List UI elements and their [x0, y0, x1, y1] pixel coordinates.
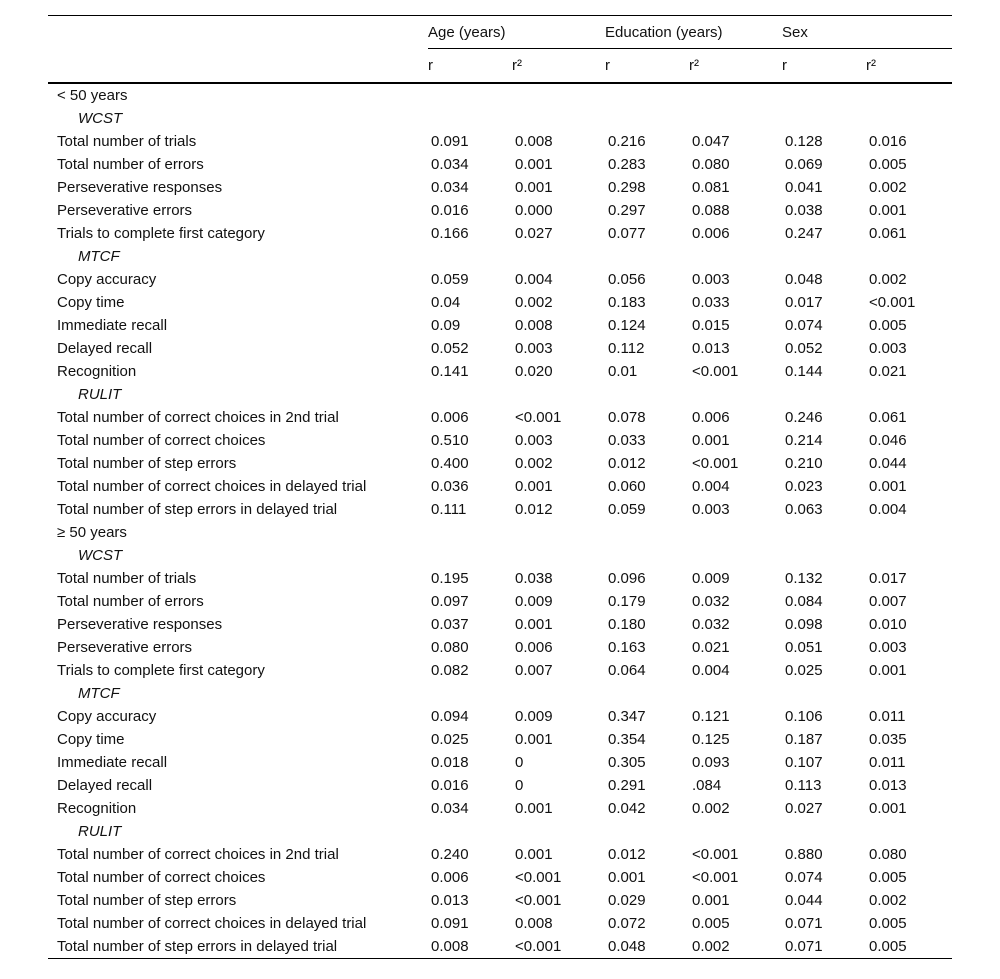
cell-sex-r2: 0.016 — [869, 133, 907, 150]
row-label: Total number of errors — [57, 593, 204, 610]
header-sex-r2: r² — [866, 49, 952, 84]
cell-age-r: 0.080 — [431, 639, 469, 656]
cell-sex-r: 0.051 — [785, 639, 823, 656]
cell-education-r2: 0.004 — [692, 478, 730, 495]
cell-education-r: 0.298 — [608, 179, 646, 196]
cell-education-r: 0.001 — [608, 869, 646, 886]
cell-age-r2: <0.001 — [515, 892, 562, 909]
cell-age-r: 0.091 — [431, 915, 469, 932]
section-label: < 50 years — [57, 87, 128, 104]
cell-sex-r: 0.074 — [785, 317, 823, 334]
row-label: Copy time — [57, 294, 125, 311]
table-row — [48, 866, 952, 889]
cell-sex-r2: 0.044 — [869, 455, 907, 472]
cell-age-r: 0.09 — [431, 317, 461, 334]
cell-education-r2: .084 — [692, 777, 722, 794]
cell-sex-r: 0.144 — [785, 363, 823, 380]
cell-age-r: 0.059 — [431, 271, 469, 288]
cell-sex-r: 0.106 — [785, 708, 823, 725]
subsection-label: MTCF — [78, 248, 120, 265]
row-label: Total number of correct choices in 2nd trial — [57, 409, 339, 426]
cell-sex-r2: 0.061 — [869, 409, 907, 426]
cell-sex-r2: 0.013 — [869, 777, 907, 794]
cell-age-r2: <0.001 — [515, 409, 562, 426]
table-row — [48, 475, 952, 498]
cell-education-r: 0.060 — [608, 478, 646, 495]
cell-education-r2: 0.004 — [692, 662, 730, 679]
cell-age-r2: 0.038 — [515, 570, 553, 587]
cell-education-r2: 0.047 — [692, 133, 730, 150]
row-label: Total number of step errors — [57, 892, 237, 909]
cell-education-r: 0.305 — [608, 754, 646, 771]
section-row-under-50 — [48, 83, 952, 107]
cell-sex-r: 0.210 — [785, 455, 823, 472]
cell-education-r: 0.124 — [608, 317, 646, 334]
cell-education-r: 0.354 — [608, 731, 646, 748]
cell-education-r2: 0.093 — [692, 754, 730, 771]
table-row — [48, 889, 952, 912]
cell-age-r2: 0.006 — [515, 639, 553, 656]
cell-sex-r: 0.027 — [785, 800, 823, 817]
section-label: ≥ 50 years — [57, 524, 127, 541]
cell-sex-r: 0.063 — [785, 501, 823, 518]
cell-sex-r: 0.128 — [785, 133, 823, 150]
table-row — [48, 176, 952, 199]
cell-age-r2: <0.001 — [515, 869, 562, 886]
cell-sex-r2: 0.010 — [869, 616, 907, 633]
cell-education-r: 0.01 — [608, 363, 638, 380]
cell-age-r2: 0.007 — [515, 662, 553, 679]
cell-education-r2: 0.002 — [692, 800, 730, 817]
cell-age-r2: <0.001 — [512, 935, 605, 959]
cell-sex-r: 0.044 — [785, 892, 823, 909]
cell-age-r: 0.240 — [431, 846, 469, 863]
cell-sex-r: 0.038 — [785, 202, 823, 219]
cell-sex-r: 0.113 — [785, 777, 822, 794]
cell-education-r: 0.059 — [608, 501, 646, 518]
table-row — [48, 705, 952, 728]
cell-age-r2: 0.009 — [515, 593, 553, 610]
cell-education-r: 0.012 — [608, 846, 646, 863]
cell-age-r2: 0.000 — [515, 202, 553, 219]
cell-sex-r2: 0.011 — [869, 754, 906, 771]
cell-age-r2: 0.001 — [515, 616, 553, 633]
row-label: Recognition — [57, 363, 137, 380]
cell-age-r: 0.006 — [431, 409, 469, 426]
table-row — [48, 728, 952, 751]
table-row — [48, 636, 952, 659]
cell-education-r: 0.077 — [608, 225, 646, 242]
row-label: Total number of correct choices — [57, 432, 266, 449]
subsection-row-rulit — [48, 820, 952, 843]
row-label: Perseverative errors — [57, 202, 193, 219]
cell-sex-r2: <0.001 — [869, 294, 916, 311]
table-row — [48, 130, 952, 153]
row-label: Recognition — [57, 800, 137, 817]
cell-education-r2: 0.015 — [692, 317, 730, 334]
table-row — [48, 912, 952, 935]
subsection-label: MTCF — [78, 685, 120, 702]
cell-education-r2: <0.001 — [692, 846, 739, 863]
header-age-r: r — [428, 49, 512, 84]
cell-age-r: 0.166 — [431, 225, 469, 242]
row-label: Total number of correct choices in 2nd trial — [57, 846, 339, 863]
row-label: Total number of step errors in delayed trial — [57, 501, 338, 518]
cell-education-r2: 0.121 — [692, 708, 730, 725]
table-body — [48, 83, 952, 959]
cell-age-r: 0.141 — [431, 363, 469, 380]
cell-sex-r2: 0.021 — [869, 363, 907, 380]
row-label: Copy time — [57, 731, 125, 748]
table-row — [48, 429, 952, 452]
cell-age-r2: 0.008 — [515, 317, 553, 334]
cell-age-r2: 0.001 — [515, 800, 553, 817]
subsection-row-rulit — [48, 383, 952, 406]
header-row-groups — [48, 16, 952, 49]
cell-education-r2: 0.005 — [692, 915, 730, 932]
subsection-filler — [428, 107, 952, 130]
cell-age-r2: 0.008 — [515, 915, 553, 932]
cell-age-r2: 0.002 — [515, 455, 553, 472]
cell-sex-r2: 0.005 — [866, 935, 952, 959]
cell-education-r2: 0.009 — [692, 570, 730, 587]
cell-education-r: 0.163 — [608, 639, 646, 656]
subsection-filler — [428, 820, 952, 843]
cell-education-r: 0.183 — [608, 294, 646, 311]
table-row — [48, 613, 952, 636]
subsection-label: RULIT — [78, 823, 122, 840]
row-label: Total number of correct choices in delayed trial — [57, 915, 367, 932]
cell-sex-r2: 0.005 — [869, 869, 907, 886]
cell-sex-r: 0.071 — [785, 915, 823, 932]
row-label: Total number of step errors in delayed trial — [48, 935, 428, 959]
cell-sex-r2: 0.035 — [869, 731, 907, 748]
cell-education-r: 0.072 — [608, 915, 646, 932]
row-label: Total number of correct choices in delayed trial — [57, 478, 367, 495]
cell-age-r2: 0.008 — [515, 133, 553, 150]
row-label: Total number of errors — [57, 156, 204, 173]
cell-sex-r2: 0.003 — [869, 639, 907, 656]
cell-sex-r2: 0.001 — [869, 800, 907, 817]
table-row — [48, 498, 952, 521]
cell-sex-r: 0.098 — [785, 616, 823, 633]
cell-education-r: 0.033 — [608, 432, 646, 449]
cell-sex-r2: 0.080 — [869, 846, 907, 863]
cell-age-r2: 0 — [515, 754, 524, 771]
header-corner-sub — [48, 49, 428, 84]
table-row — [48, 774, 952, 797]
cell-age-r: 0.034 — [431, 800, 469, 817]
row-label: Total number of correct choices — [57, 869, 266, 886]
cell-sex-r2: 0.017 — [869, 570, 907, 587]
cell-sex-r2: 0.003 — [869, 340, 907, 357]
cell-age-r2: 0.001 — [515, 156, 553, 173]
row-label: Total number of trials — [57, 133, 197, 150]
subsection-row-wcst — [48, 544, 952, 567]
cell-sex-r2: 0.061 — [869, 225, 907, 242]
table-row — [48, 337, 952, 360]
cell-age-r2: 0.001 — [515, 179, 553, 196]
cell-education-r: 0.216 — [608, 133, 646, 150]
cell-sex-r: 0.107 — [785, 754, 823, 771]
row-label: Perseverative responses — [57, 616, 223, 633]
cell-education-r: 0.048 — [605, 935, 689, 959]
cell-age-r2: 0.003 — [515, 432, 553, 449]
section-row-over-50 — [48, 521, 952, 544]
cell-age-r: 0.016 — [431, 202, 469, 219]
table-row — [48, 360, 952, 383]
correlation-table — [48, 15, 952, 959]
cell-education-r2: <0.001 — [692, 455, 739, 472]
cell-education-r: 0.029 — [608, 892, 646, 909]
cell-age-r2: 0.020 — [515, 363, 553, 380]
row-label: Total number of step errors — [57, 455, 237, 472]
cell-sex-r2: 0.002 — [869, 179, 907, 196]
table-row — [48, 567, 952, 590]
table-row — [48, 659, 952, 682]
cell-education-r2: 0.125 — [692, 731, 730, 748]
header-age: Age (years) — [428, 16, 605, 49]
row-label: Immediate recall — [57, 754, 168, 771]
cell-age-r: 0.091 — [431, 133, 469, 150]
section-filler — [428, 521, 952, 544]
table-row — [48, 590, 952, 613]
cell-sex-r2: 0.011 — [869, 708, 906, 725]
cell-age-r: 0.034 — [431, 156, 469, 173]
cell-age-r2: 0.004 — [515, 271, 553, 288]
cell-age-r2: 0.001 — [515, 731, 553, 748]
row-label: Delayed recall — [57, 777, 153, 794]
cell-age-r: 0.111 — [431, 501, 467, 518]
cell-age-r2: 0.027 — [515, 225, 553, 242]
cell-sex-r2: 0.005 — [869, 156, 907, 173]
cell-education-r2: 0.081 — [692, 179, 730, 196]
cell-education-r2: 0.033 — [692, 294, 730, 311]
row-label: Copy accuracy — [57, 708, 157, 725]
cell-sex-r2: 0.004 — [869, 501, 907, 518]
subsection-row-mtcf — [48, 682, 952, 705]
cell-education-r2: 0.001 — [692, 892, 730, 909]
header-sex: Sex — [782, 16, 952, 49]
cell-sex-r2: 0.002 — [869, 271, 907, 288]
table-row — [48, 153, 952, 176]
subsection-label: WCST — [78, 110, 123, 127]
cell-sex-r2: 0.005 — [869, 317, 907, 334]
table-row — [48, 314, 952, 337]
cell-education-r2: 0.003 — [692, 271, 730, 288]
subsection-row-mtcf — [48, 245, 952, 268]
cell-age-r: 0.025 — [431, 731, 469, 748]
cell-age-r2: 0.012 — [515, 501, 553, 518]
table-row — [48, 452, 952, 475]
cell-age-r: 0.034 — [431, 179, 469, 196]
cell-sex-r: 0.880 — [785, 846, 823, 863]
cell-age-r: 0.037 — [431, 616, 469, 633]
cell-education-r2: 0.032 — [692, 616, 730, 633]
cell-age-r: 0.006 — [431, 869, 469, 886]
subsection-label: WCST — [78, 547, 123, 564]
cell-age-r: 0.013 — [431, 892, 469, 909]
cell-age-r: 0.195 — [431, 570, 469, 587]
row-label: Trials to complete first category — [57, 225, 265, 242]
cell-sex-r: 0.017 — [785, 294, 823, 311]
cell-education-r: 0.297 — [608, 202, 646, 219]
cell-age-r: 0.052 — [431, 340, 469, 357]
cell-sex-r: 0.025 — [785, 662, 823, 679]
cell-education-r2: 0.013 — [692, 340, 730, 357]
cell-education-r: 0.096 — [608, 570, 646, 587]
cell-education-r: 0.180 — [608, 616, 646, 633]
cell-education-r2: 0.080 — [692, 156, 730, 173]
cell-sex-r: 0.048 — [785, 271, 823, 288]
cell-age-r: 0.082 — [431, 662, 469, 679]
subsection-filler — [428, 383, 952, 406]
header-row-stats — [48, 49, 952, 84]
cell-sex-r: 0.052 — [785, 340, 823, 357]
cell-education-r: 0.064 — [608, 662, 646, 679]
subsection-filler — [428, 682, 952, 705]
cell-age-r: 0.097 — [431, 593, 469, 610]
header-age-r2: r² — [512, 49, 605, 84]
cell-age-r: 0.018 — [431, 754, 469, 771]
cell-sex-r2: 0.005 — [869, 915, 907, 932]
cell-sex-r: 0.074 — [785, 869, 823, 886]
cell-sex-r: 0.187 — [785, 731, 823, 748]
cell-age-r: 0.036 — [431, 478, 469, 495]
table-header — [48, 16, 952, 84]
cell-age-r: 0.510 — [431, 432, 469, 449]
cell-education-r2: 0.032 — [692, 593, 730, 610]
table-row — [48, 199, 952, 222]
cell-sex-r2: 0.007 — [869, 593, 907, 610]
cell-sex-r2: 0.001 — [869, 202, 907, 219]
cell-sex-r2: 0.001 — [869, 478, 907, 495]
cell-age-r2: 0.001 — [515, 846, 553, 863]
header-sex-r: r — [782, 49, 866, 84]
cell-age-r: 0.094 — [431, 708, 469, 725]
cell-education-r: 0.012 — [608, 455, 646, 472]
cell-education-r: 0.112 — [608, 340, 645, 357]
cell-sex-r2: 0.046 — [869, 432, 907, 449]
cell-education-r2: 0.021 — [692, 639, 730, 656]
cell-age-r2: 0.003 — [515, 340, 553, 357]
cell-sex-r: 0.023 — [785, 478, 823, 495]
cell-education-r2: <0.001 — [692, 363, 739, 380]
cell-sex-r: 0.132 — [785, 570, 823, 587]
row-label: Copy accuracy — [57, 271, 157, 288]
table-row — [48, 291, 952, 314]
subsection-row-wcst — [48, 107, 952, 130]
cell-age-r: 0.04 — [431, 294, 461, 311]
cell-education-r: 0.291 — [608, 777, 646, 794]
row-label: Perseverative responses — [57, 179, 223, 196]
table-row — [48, 406, 952, 429]
header-education-r: r — [605, 49, 689, 84]
row-label: Trials to complete first category — [57, 662, 265, 679]
cell-education-r: 0.042 — [608, 800, 646, 817]
cell-sex-r: 0.071 — [782, 935, 866, 959]
header-corner — [48, 16, 428, 49]
cell-age-r: 0.008 — [428, 935, 512, 959]
cell-education-r2: 0.006 — [692, 225, 730, 242]
cell-education-r2: 0.006 — [692, 409, 730, 426]
cell-education-r2: 0.088 — [692, 202, 730, 219]
cell-sex-r: 0.069 — [785, 156, 823, 173]
table-row — [48, 935, 952, 959]
cell-sex-r: 0.084 — [785, 593, 823, 610]
table-row — [48, 268, 952, 291]
subsection-filler — [428, 544, 952, 567]
cell-sex-r: 0.214 — [785, 432, 823, 449]
cell-education-r: 0.056 — [608, 271, 646, 288]
cell-age-r2: 0.009 — [515, 708, 553, 725]
cell-sex-r: 0.247 — [785, 225, 823, 242]
cell-age-r: 0.016 — [431, 777, 469, 794]
row-label: Perseverative errors — [57, 639, 193, 656]
row-label: Immediate recall — [57, 317, 168, 334]
cell-sex-r: 0.041 — [785, 179, 823, 196]
cell-sex-r: 0.246 — [785, 409, 823, 426]
cell-education-r2: 0.003 — [692, 501, 730, 518]
row-label: Total number of trials — [57, 570, 197, 587]
cell-age-r2: 0.002 — [515, 294, 553, 311]
cell-education-r: 0.283 — [608, 156, 646, 173]
cell-age-r: 0.400 — [431, 455, 469, 472]
cell-education-r2: 0.001 — [692, 432, 730, 449]
cell-education-r: 0.078 — [608, 409, 646, 426]
cell-education-r: 0.179 — [608, 593, 646, 610]
header-education: Education (years) — [605, 16, 782, 49]
row-label: Delayed recall — [57, 340, 153, 357]
cell-education-r: 0.347 — [608, 708, 646, 725]
table-row — [48, 843, 952, 866]
table-row — [48, 222, 952, 245]
cell-education-r2: 0.002 — [689, 935, 782, 959]
subsection-filler — [428, 245, 952, 268]
subsection-label: RULIT — [78, 386, 122, 403]
cell-age-r2: 0 — [515, 777, 524, 794]
cell-sex-r2: 0.002 — [869, 892, 907, 909]
cell-age-r2: 0.001 — [515, 478, 553, 495]
table-row — [48, 751, 952, 774]
cell-education-r2: <0.001 — [692, 869, 739, 886]
cell-sex-r2: 0.001 — [869, 662, 907, 679]
table-row — [48, 797, 952, 820]
header-education-r2: r² — [689, 49, 782, 84]
section-filler — [428, 83, 952, 107]
